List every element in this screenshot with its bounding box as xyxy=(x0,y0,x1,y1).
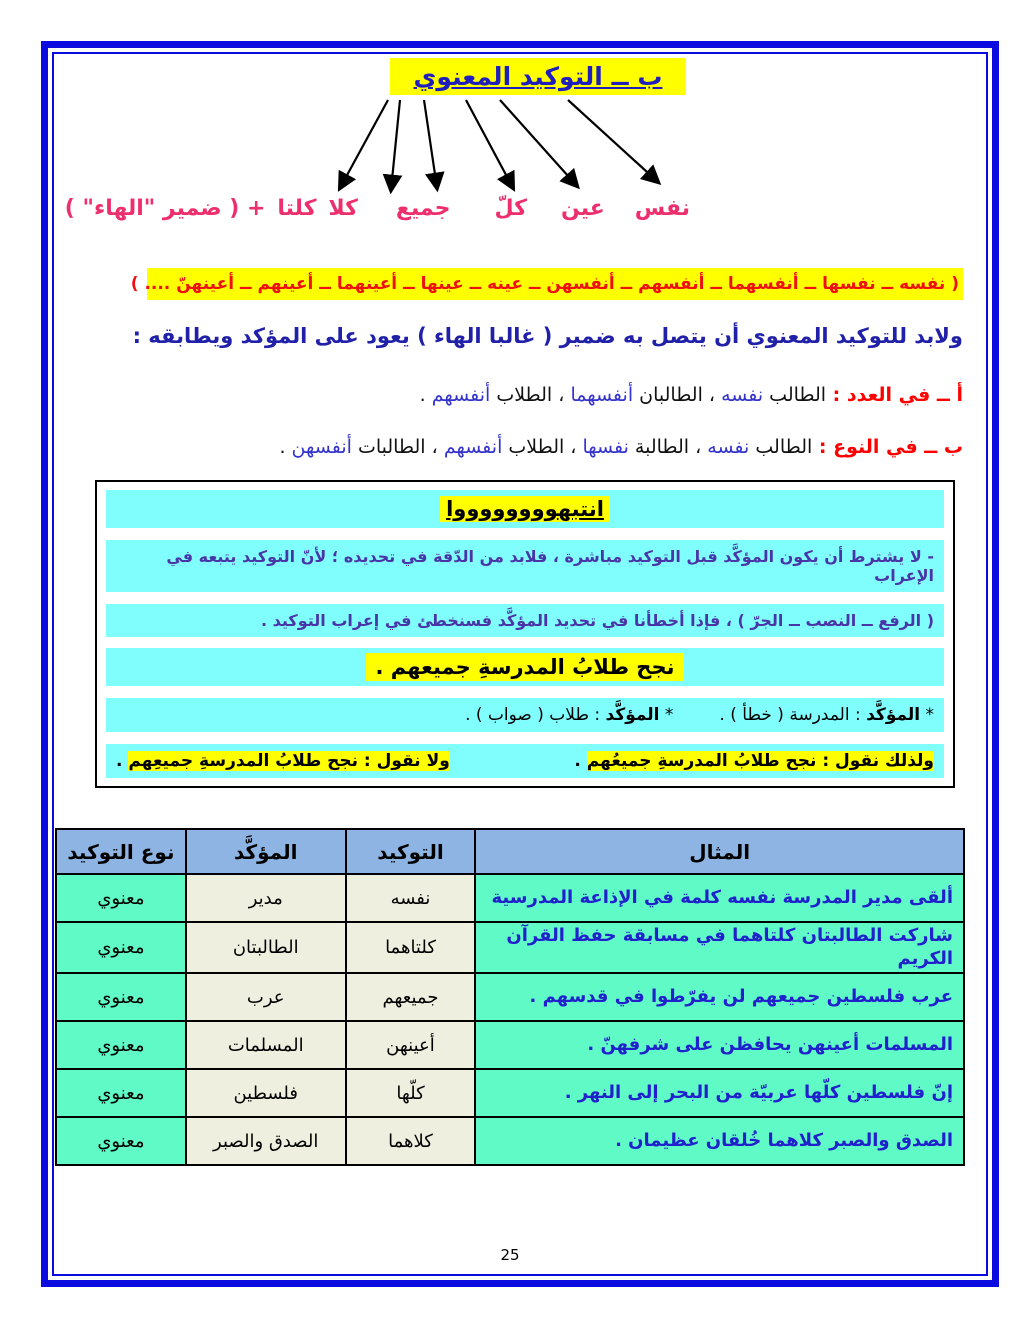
table-row xyxy=(56,922,964,973)
rule-gender-text: ، الطالبة xyxy=(628,436,708,458)
tawkid-word-nafs: نفس xyxy=(634,196,690,221)
table-header-row xyxy=(56,829,964,874)
header-tawkid: التوكيد xyxy=(346,829,476,874)
arrow-to-nafs xyxy=(568,100,658,182)
example-cell: عرب فلسطين جميعهم لن يفرّطوا في قدسهم . xyxy=(475,973,964,1021)
page-title: ب ــ التوكيد المعنوي xyxy=(390,58,686,95)
star-marker: * xyxy=(920,705,934,726)
arrow-to-kull xyxy=(466,100,513,188)
fan-arrows-diagram xyxy=(300,96,700,198)
tawkid-cell: نفسه xyxy=(346,874,476,922)
example-cell: شاركت الطالبتان كلتاهما في مسابقة حفظ القرآن الكريم xyxy=(475,922,964,973)
rule-number-text: الطالب xyxy=(763,384,827,406)
attention-example-sentence: نجح طلابُ المدرسةِ جميعهم . xyxy=(366,653,685,681)
tawkid-cell: كلّها xyxy=(346,1069,476,1117)
example-cell: ألقى مدير المدرسة نفسه كلمة في الإذاعة المدرسية xyxy=(475,874,964,922)
attention-example-band xyxy=(106,648,944,686)
header-example: المثال xyxy=(475,829,964,874)
tawkid-word-kulta: كلتا xyxy=(277,196,317,221)
grammar-table xyxy=(55,828,965,1166)
rule-number-text: ، الطلاب xyxy=(490,384,571,406)
conclusion-correct xyxy=(574,751,934,771)
arrow-to-ain xyxy=(500,100,577,186)
rule-gender-text: . xyxy=(279,436,292,458)
muakkad-note-line xyxy=(106,698,944,732)
emphasis-word: أنفسهم xyxy=(431,384,491,406)
type-cell: معنوي xyxy=(56,874,186,922)
attention-note-line-1: - لا يشترط أن يكون المؤكَّد قبل التوكيد مباشرة ، فلابد من الدّقة في تحديده ؛ لأنّ التوكيد يتبعه في الإعراب xyxy=(106,540,944,592)
attention-heading: انتبهووووووووا xyxy=(440,496,610,522)
rule-gender-text: الطالب xyxy=(749,436,813,458)
rule-number-text: . xyxy=(419,384,432,406)
rule-gender-text: ، الطلاب xyxy=(502,436,583,458)
table-row xyxy=(56,874,964,922)
example-cell: إنّ فلسطين كلّها عربيّة من البحر إلى النهر . xyxy=(475,1069,964,1117)
rule-number-line xyxy=(80,384,963,406)
pronoun-forms-line: ( نفسه ــ نفسها ــ أنفسهما ــ أنفسهم ــ أنفسهن ــ عينه ــ عينها ــ أعينهما ــ أعينهم ــ أعينهنّ .... ) xyxy=(147,268,963,300)
example-cell: المسلمات أعينهن يحافظن على شرفهنّ . xyxy=(475,1021,964,1069)
conclusion-incorrect-text: ولا نقول : نجح طلابُ المدرسةِ جميعِهم xyxy=(128,750,450,771)
period: . xyxy=(574,750,587,771)
type-cell: معنوي xyxy=(56,973,186,1021)
period: . xyxy=(116,750,129,771)
muakkad-cell: الصدق والصبر xyxy=(186,1117,346,1165)
intro-rule-line: ولابد للتوكيد المعنوي أن يتصل به ضمير ( غالبا الهاء ) يعود على المؤكد ويطابقه : xyxy=(132,324,963,348)
type-cell: معنوي xyxy=(56,1021,186,1069)
tawkid-word-jamee: جميع xyxy=(395,196,451,221)
muakkad-cell: المسلمات xyxy=(186,1021,346,1069)
arrow-to-kulta xyxy=(340,100,388,188)
star-marker: * xyxy=(659,705,674,726)
table-row xyxy=(56,973,964,1021)
muakkad-wrong-text: : المدرسة ( خطأ ) . xyxy=(719,705,867,726)
emphasis-word: نفسها xyxy=(582,436,629,458)
tawkid-word-pronoun-group: + ( ضمير "الهاء" ) xyxy=(64,196,266,221)
muakkad-cell: عرب xyxy=(186,973,346,1021)
emphasis-word: أنفسهم xyxy=(443,436,503,458)
tawkid-cell: أعينهن xyxy=(346,1021,476,1069)
header-type: نوع التوكيد xyxy=(56,829,186,874)
rule-number-label: أ ــ في العدد : xyxy=(826,384,963,406)
table-row xyxy=(56,1117,964,1165)
tawkid-word-kila: كلا xyxy=(328,196,358,221)
muakkad-cell: مدير xyxy=(186,874,346,922)
muakkad-label: المؤكَّد xyxy=(605,705,660,726)
rule-gender-line xyxy=(80,436,963,458)
attention-box xyxy=(95,480,955,788)
rule-gender-label: ب ــ في النوع : xyxy=(812,436,963,458)
conclusion-correct-text: ولذلك نقول : نجح طلابُ المدرسةِ جميعُهم xyxy=(586,750,934,771)
arrow-to-jamee xyxy=(424,100,437,188)
tawkid-word-ain: عين xyxy=(560,196,605,221)
emphasis-word: نفسه xyxy=(707,436,750,458)
table-row xyxy=(56,1021,964,1069)
example-cell: الصدق والصبر كلاهما خُلقان عظيمان . xyxy=(475,1117,964,1165)
emphasis-word: أنفسهما xyxy=(570,384,634,406)
conclusion-line xyxy=(106,744,944,778)
muakkad-cell: فلسطين xyxy=(186,1069,346,1117)
tawkid-words-row xyxy=(65,196,690,221)
conclusion-incorrect xyxy=(116,751,450,771)
attention-note-line-2: ( الرفع ــ النصب ــ الجرّ ) ، فإذا أخطأنا في تحديد المؤكَّد فسنخطئ في إعراب التوكيد . xyxy=(106,604,944,637)
rule-number-text: ، الطالبان xyxy=(633,384,722,406)
type-cell: معنوي xyxy=(56,1069,186,1117)
muakkad-label: المؤكَّد xyxy=(866,705,921,726)
page-number: 25 xyxy=(500,1246,520,1264)
tawkid-word-kull: كلّ xyxy=(494,196,527,221)
type-cell: معنوي xyxy=(56,922,186,973)
muakkad-right-text: : طلاب ( صواب ) . xyxy=(465,705,606,726)
header-muakkad: المؤكَّد xyxy=(186,829,346,874)
muakkad-cell: الطالبتان xyxy=(186,922,346,973)
attention-heading-band xyxy=(106,490,944,528)
type-cell: معنوي xyxy=(56,1117,186,1165)
arrow-to-kila xyxy=(391,100,400,190)
tawkid-cell: جميعهم xyxy=(346,973,476,1021)
emphasis-word: أنفسهن xyxy=(291,436,352,458)
rule-gender-text: ، الطالبات xyxy=(351,436,444,458)
tawkid-cell: كلاهما xyxy=(346,1117,476,1165)
emphasis-word: نفسه xyxy=(721,384,764,406)
tawkid-cell: كلتاهما xyxy=(346,922,476,973)
table-row xyxy=(56,1069,964,1117)
